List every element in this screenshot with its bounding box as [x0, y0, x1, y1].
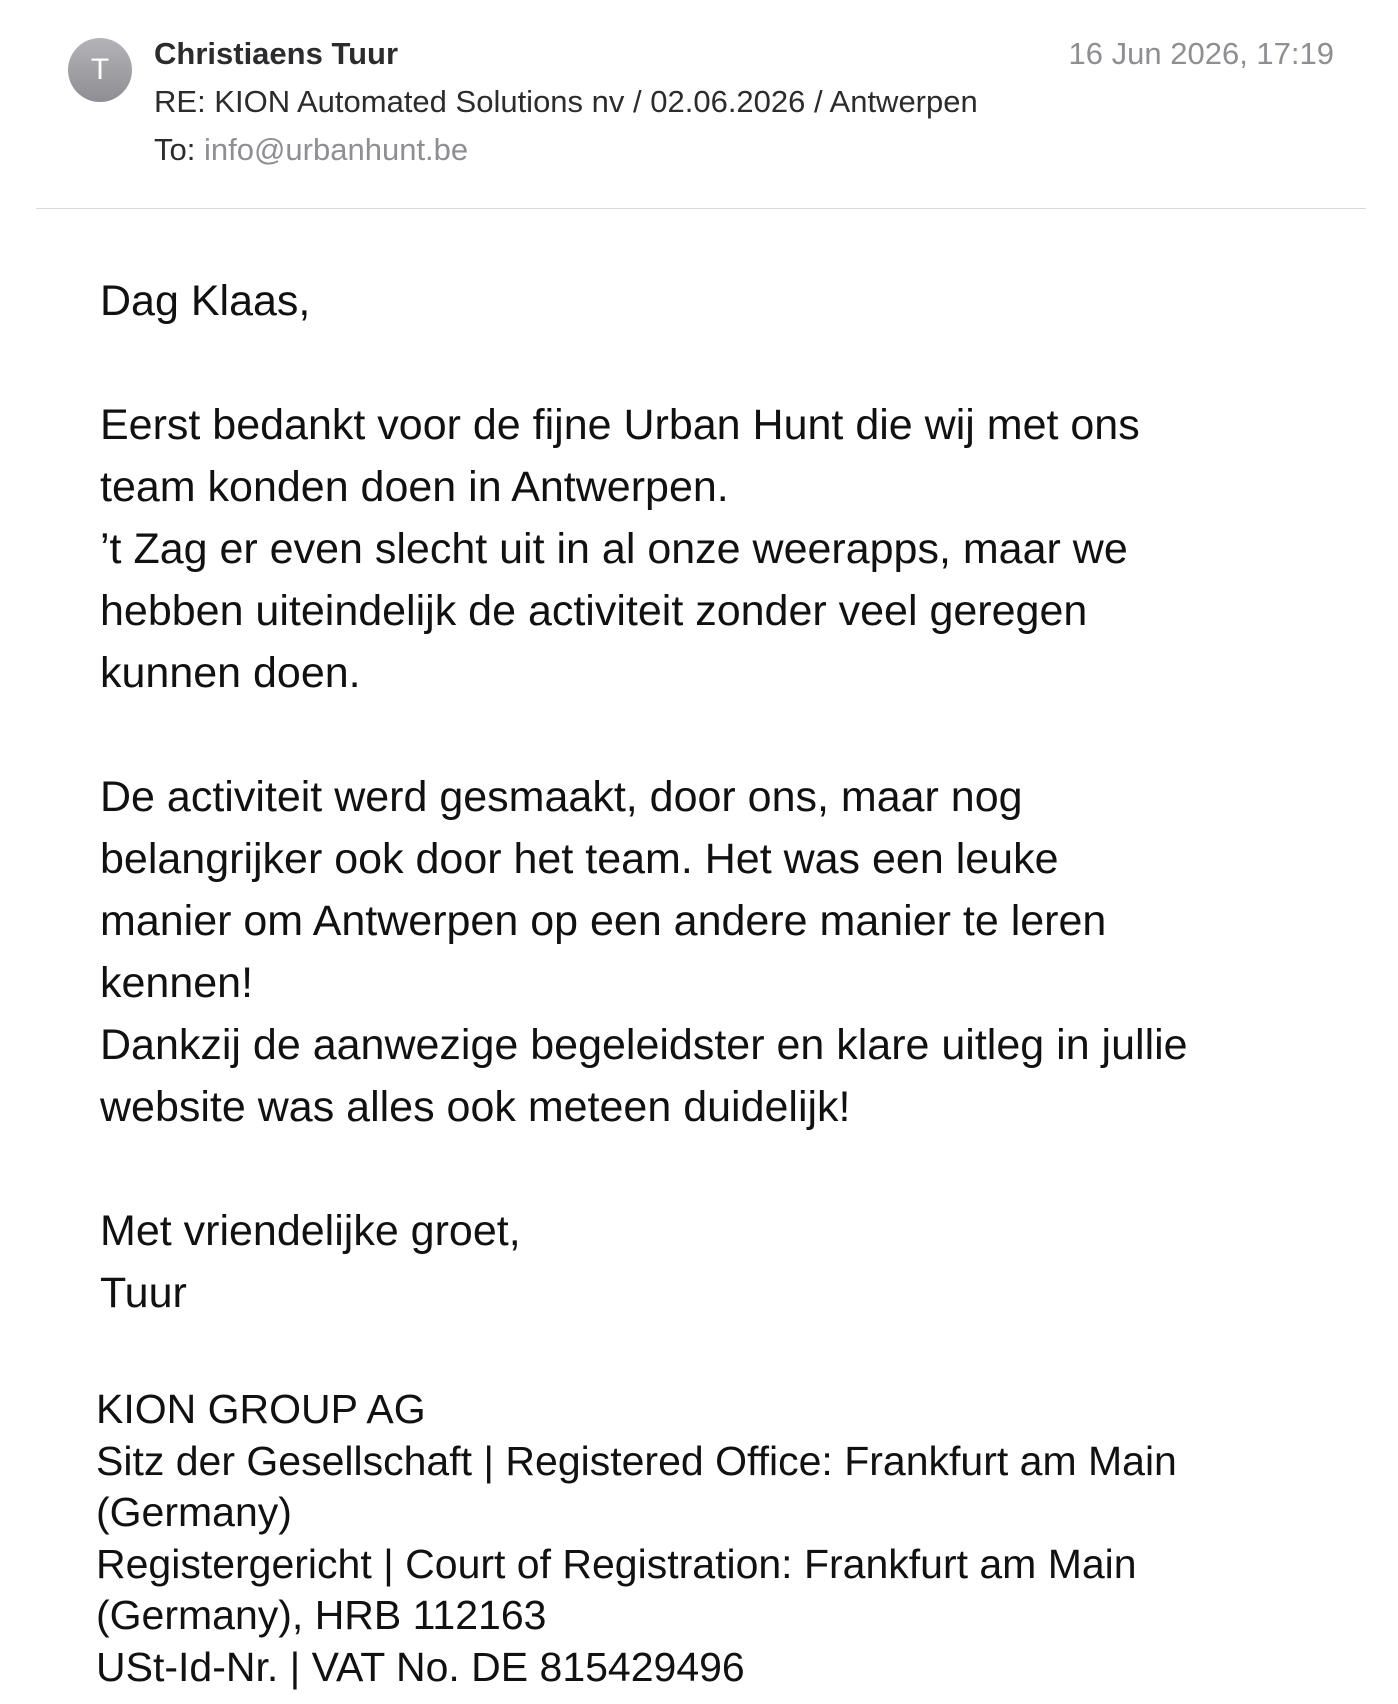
signature-line: Sitz der Gesellschaft | Registered Office: Frankfurt am Main: [96, 1437, 1177, 1484]
signature-line: (Germany), HRB 112163: [96, 1592, 547, 1638]
body-line: team konden doen in Antwerpen.: [100, 463, 729, 511]
email-header: [0, 0, 1398, 210]
paragraph-gap: [100, 704, 1340, 766]
sender-avatar[interactable]: [68, 38, 132, 102]
body-line: ’t Zag er even slecht uit in al onze weerapps, maar we: [100, 525, 1128, 573]
body-line: hebben uiteindelijk de activiteit zonder veel geregen: [100, 587, 1088, 635]
sender-signoff-name: Tuur: [100, 1269, 187, 1317]
body-line: Eerst bedankt voor de fijne Urban Hunt die wij met ons: [100, 401, 1140, 449]
body-line: belangrijker ook door het team. Het was een leuke: [100, 835, 1059, 883]
body-line: Dankzij de aanwezige begeleidster en klare uitleg in jullie: [100, 1021, 1188, 1069]
paragraph-gap: [100, 1138, 1340, 1200]
signature-line: USt-Id-Nr. | VAT No. DE 815429496: [96, 1643, 745, 1690]
header-divider: [36, 208, 1366, 209]
sender-name[interactable]: Christiaens Tuur: [154, 36, 399, 71]
company-signature: [96, 1384, 1356, 1693]
signature-line: Registergericht | Court of Registration: Frankfurt am Main: [96, 1540, 1137, 1587]
paragraph-gap: [100, 332, 1340, 394]
email-date: 16 Jun 2026, 17:19: [1068, 36, 1334, 71]
greeting: Dag Klaas,: [100, 277, 311, 325]
signature-line: KION GROUP AG: [96, 1386, 426, 1432]
recipient-line: [154, 132, 468, 168]
signature-line: (Germany): [96, 1489, 292, 1535]
email-body: [100, 270, 1340, 1324]
email-subject: RE: KION Automated Solutions nv / 02.06.2026 / Antwerpen: [154, 84, 978, 119]
to-label: To:: [154, 132, 196, 167]
body-line: manier om Antwerpen op een andere manier te leren: [100, 897, 1107, 945]
body-line: website was alles ook meteen duidelijk!: [100, 1083, 851, 1131]
avatar-initial: T: [90, 53, 110, 86]
body-line: kennen!: [100, 959, 254, 1007]
closing: Met vriendelijke groet,: [100, 1207, 521, 1255]
recipient-address[interactable]: info@urbanhunt.be: [203, 132, 469, 167]
body-line: De activiteit werd gesmaakt, door ons, maar nog: [100, 773, 1023, 821]
body-line: kunnen doen.: [100, 649, 361, 697]
